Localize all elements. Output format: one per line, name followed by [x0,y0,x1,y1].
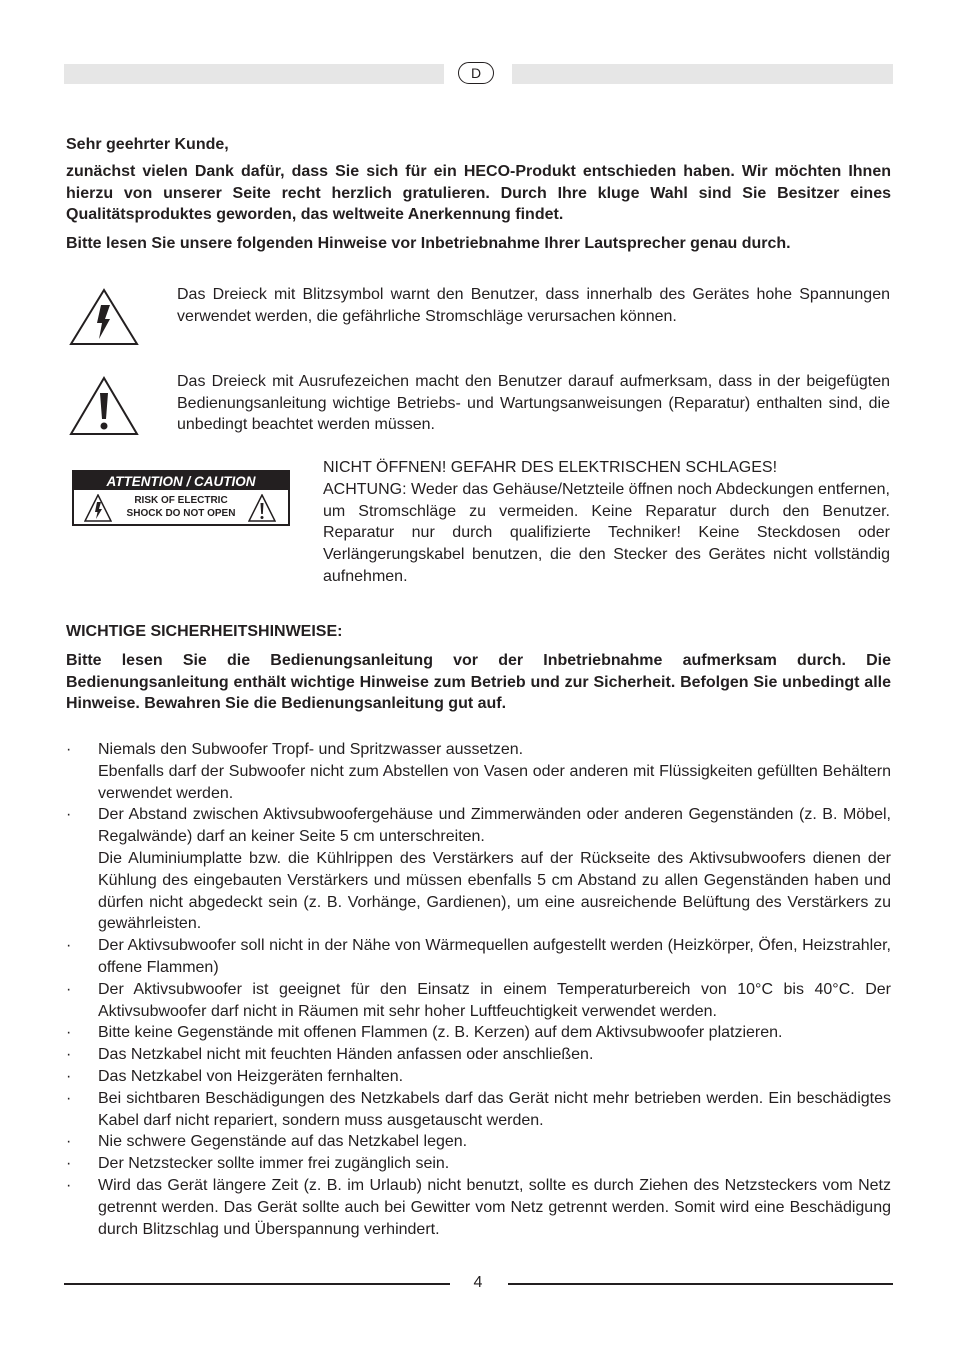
list-item-text: Bitte keine Gegenstände mit offenen Flammen (z. B. Kerzen) auf dem Aktivsubwoofer platzieren. [98,1024,783,1042]
list-item [66,935,891,979]
list-item-subtext: Ebenfalls darf der Subwoofer nicht zum Abstellen von Vasen oder anderen mit Flüssigkeiten gefüllten Behältern verwendet werden. [98,762,891,802]
list-item-text: Das Netzkabel von Heizgeräten fernhalten. [98,1067,404,1085]
list-item-text: Nie schwere Gegenstände auf das Netzkabel legen. [98,1133,468,1151]
bullet-dot: · [66,1133,72,1151]
list-item-text: Wird das Gerät längere Zeit (z. B. im Urlaub) nicht benutzt, sollte es durch Ziehen des Netzsteckers vom Netz getrennt werden. Das Gerät sollte auch bei Gewitter vom Netz getrennt werden. Somit wird eine Beschädigung durch Blitzschlag und Überspannung verhindert. [98,1176,891,1238]
safety-intro: Bitte lesen Sie die Bedienungsanleitung vor der Inbetriebnahme aufmerksam durch. Die Bedienungsanleitung enthält wichtige Hinweise zum Betrieb und zur Sicherheit. Befolgen Sie unbedingt alle Hinweise. Bewahren Sie die Bedienungsanleitung gut auf. [66,652,891,712]
list-item-text: Der Netzstecker sollte immer frei zugänglich sein. [98,1155,450,1173]
lightning-warning-icon [68,287,140,347]
page-number: 4 [473,1274,483,1291]
bullet-dot: · [66,741,72,758]
list-item-text: Niemals den Subwoofer Tropf- und Spritzwasser aussetzen. [98,741,524,758]
bullet-dot: · [66,980,72,998]
bullet-dot: · [66,1155,72,1173]
safety-list [66,739,891,1240]
salutation: Sehr geehrter Kunde, [66,136,229,153]
footer-rule-right [508,1283,893,1285]
list-item [66,804,891,935]
caution-text-body: ACHTUNG: Weder das Gehäuse/Netzteile öffnen noch Abdeckungen entfernen, um Stromschläge zu vermeiden. Keine Reparatur durch den Benutzer. Reparatur nur durch qualifizierte Techniker! Keine Steckdosen oder Verlängerungskabel benutzen, die den Stecker des Gerätes nicht vollständig aufnehmen. [323,480,890,585]
list-item-text: Das Netzkabel nicht mit feuchten Händen anfassen oder anschließen. [98,1046,594,1064]
caution-label-title: ATTENTION / CAUTION [74,472,288,490]
list-item [66,979,891,1023]
lightning-warning-text: Das Dreieck mit Blitzsymbol warnt den Benutzer, dass innerhalb des Gerätes hohe Spannungen verwendet werden, die gefährliche Stromschläge verursachen können. [177,286,890,325]
bullet-dot: · [66,1067,72,1085]
list-item [66,1153,891,1175]
read-notice: Bitte lesen Sie unsere folgenden Hinweise vor Inbetriebnahme Ihrer Lautsprecher genau durch. [66,235,791,252]
bullet-dot: · [66,1176,72,1194]
list-item [66,739,891,804]
caution-label [72,470,290,526]
list-item-text: Der Aktivsubwoofer soll nicht in der Nähe von Wärmequellen aufgestellt werden (Heizkörper, Öfen, Heizstrahler, offene Flammen) [98,937,891,976]
intro-thanks: zunächst vielen Dank dafür, dass Sie sich für ein HECO-Produkt entschieden haben. Wir möchten Ihnen hierzu von unserer Seite recht herzlich gratulieren. Durch Ihre kluge Wahl sind Sie Besitzer eines Qualitätsproduktes geworden, das weltweite Anerkennung findet. [66,163,891,223]
list-item [66,1044,891,1066]
caution-label-line1: RISK OF ELECTRIC [134,495,228,506]
list-item [66,1088,891,1132]
caution-text [323,457,890,588]
list-item [66,1066,891,1088]
list-item-subtext: Die Aluminiumplatte bzw. die Kühlrippen des Verstärkers auf der Rückseite des Aktivsubwoofers dienen der Kühlung des eingebauten Verstärkers und müssen ebenfalls 5 cm Abstand zu allen Gegenständen haben und dürfen nicht abgedeckt sein (z. B. Vorhänge, Gardienen), um eine ausreichende Belüftung des Verstärkers zu gewährleisten. [98,849,891,933]
caution-label-body [116,494,246,520]
list-item [66,1131,891,1153]
caution-lightning-icon [84,494,112,522]
bullet-dot: · [66,1046,72,1064]
list-item-text: Bei sichtbaren Beschädigungen des Netzkabels darf das Gerät nicht mehr betrieben werden. Ein beschädigtes Kabel darf nicht repariert, sondern muss ausgetauscht werden. [98,1089,891,1129]
list-item [66,1022,891,1044]
caution-label-line2: SHOCK DO NOT OPEN [126,508,236,519]
list-item [66,1175,891,1240]
caution-exclamation-icon [248,494,276,522]
exclamation-warning-icon [68,375,140,437]
bullet-dot: · [66,937,72,955]
safety-heading: WICHTIGE SICHERHEITSHINWEISE: [66,623,343,640]
caution-text-heading: NICHT ÖFFNEN! GEFAHR DES ELEKTRISCHEN SCHLAGES! [323,459,778,476]
language-badge: D [458,62,494,84]
list-item-text: Der Abstand zwischen Aktivsubwoofergehäuse und Zimmerwänden oder anderen Gegenständen (z. B. Möbel, Regalwände) darf an keiner Seite 5 cm unterschreiten. [98,806,891,846]
list-item-text: Der Aktivsubwoofer ist geeignet für den Einsatz in einem Temperaturbereich von 10°C bis 40°C. Der Aktivsubwoofer darf nicht in Räumen mit sehr hoher Luftfeuchtigkeit verwendet werden. [98,980,891,1020]
footer-rule-left [64,1283,450,1285]
exclamation-warning-text: Das Dreieck mit Ausrufezeichen macht den Benutzer darauf aufmerksam, dass in der beigefügten Bedienungsanleitung wichtige Betriebs- und Wartungsanweisungen (Reparatur) enthalten sind, die unbedingt beachtet werden müssen. [177,373,890,433]
bullet-dot: · [66,1024,72,1042]
bullet-dot: · [66,1089,72,1107]
bullet-dot: · [66,806,72,824]
